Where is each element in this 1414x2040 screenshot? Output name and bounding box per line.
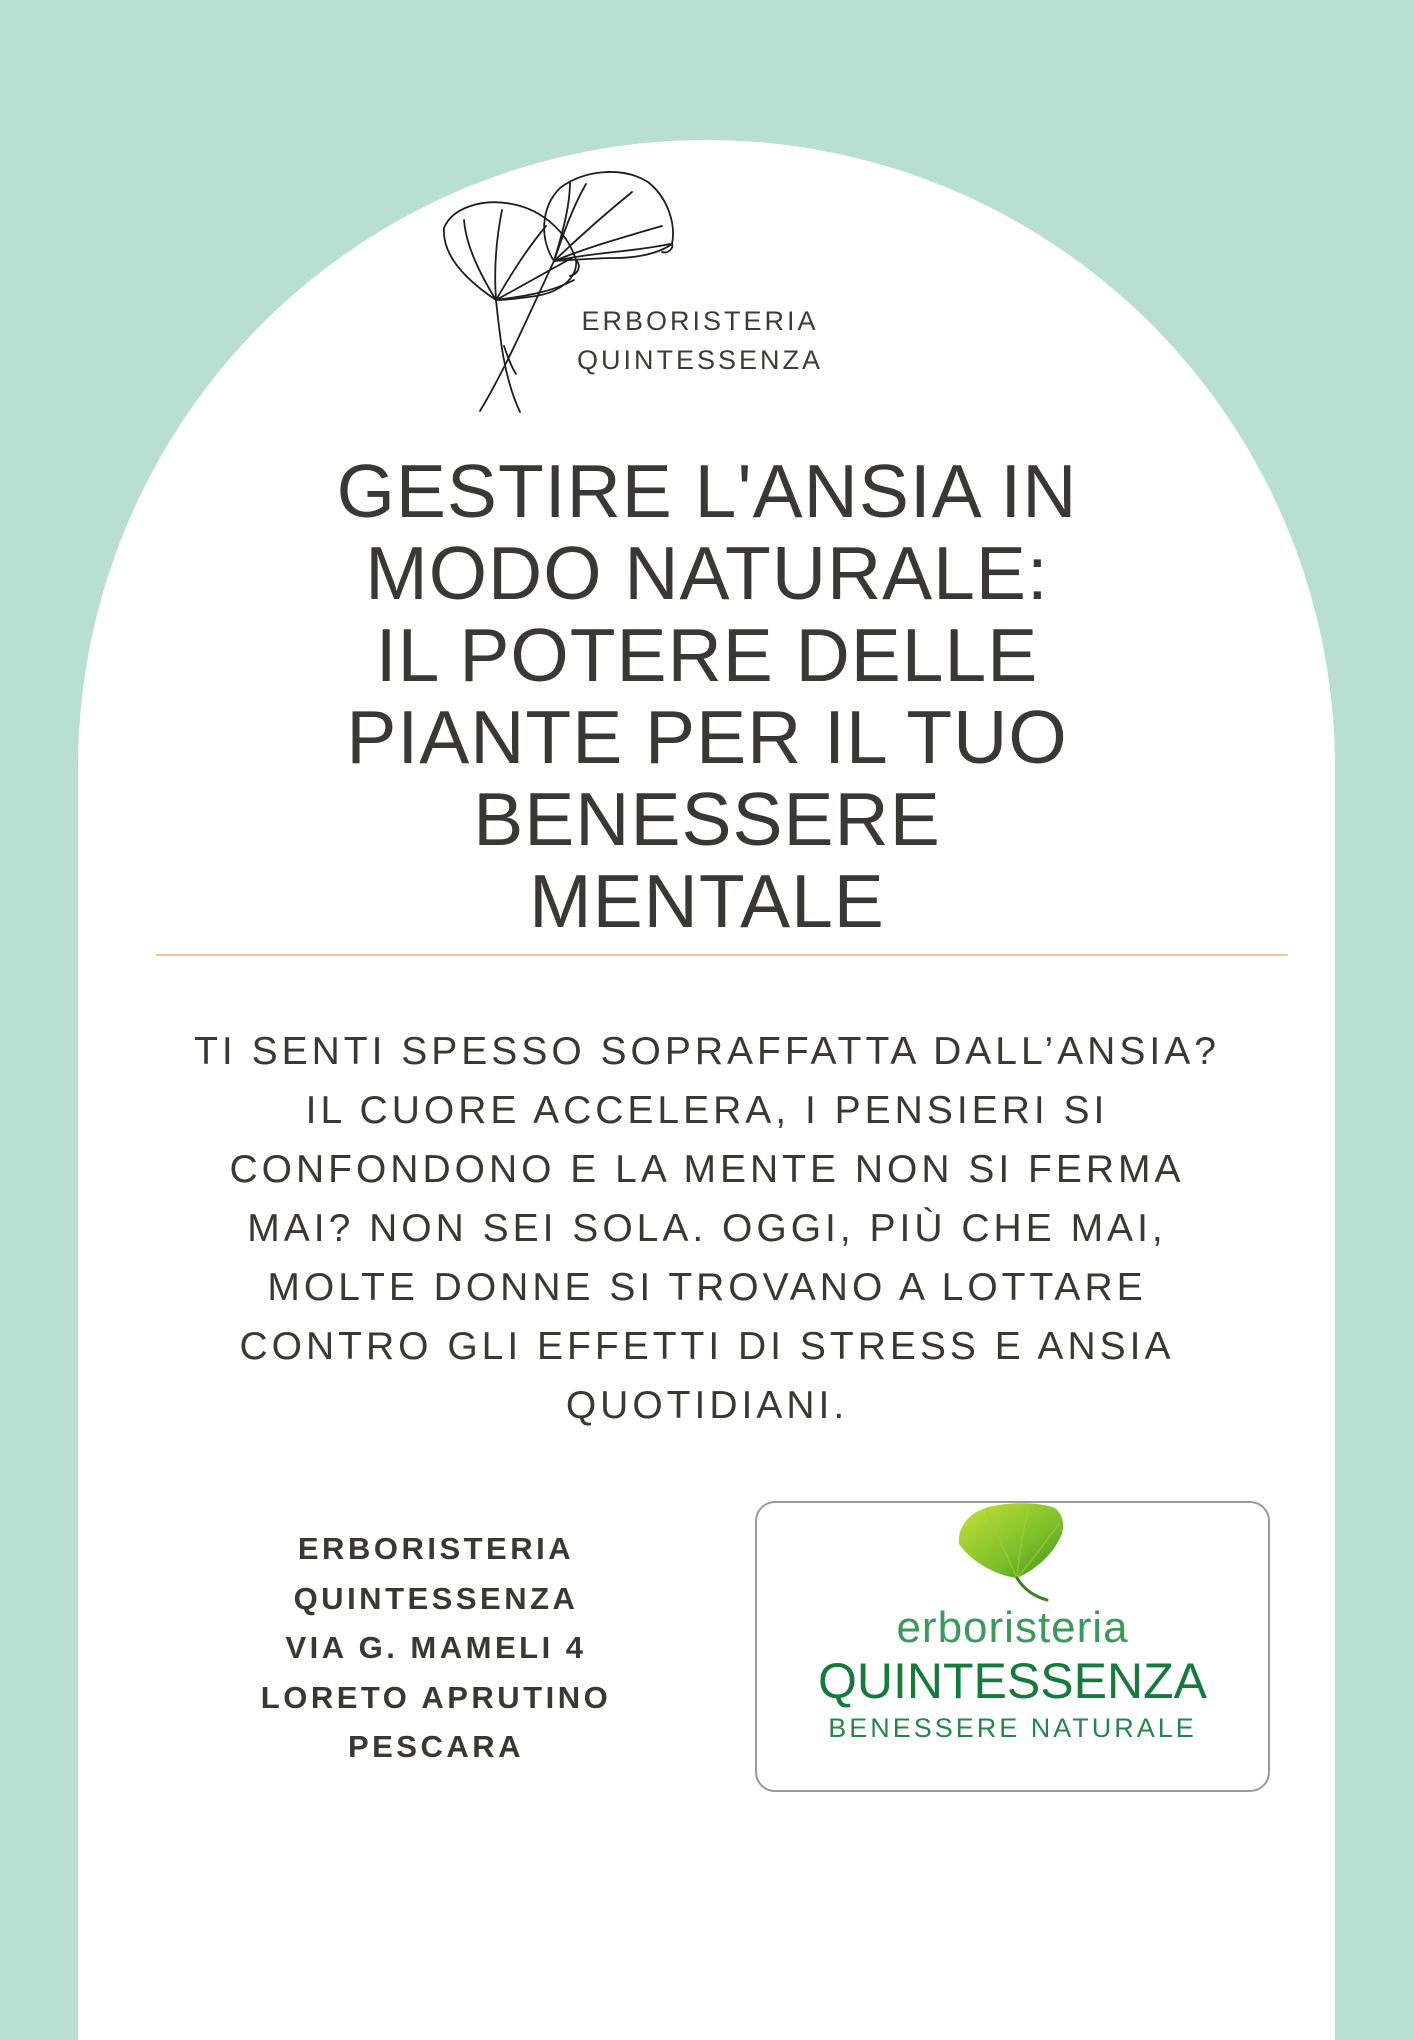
logo-text-quintessenza: QUINTESSENZA [818,1653,1207,1709]
intro-line: QUOTIDIANI. [565,1384,849,1427]
headline-line: MENTALE [529,859,885,943]
intro-paragraph [120,1022,1294,1435]
intro-line: IL CUORE ACCELERA, I PENSIERI SI [305,1089,1109,1132]
green-ginkgo-leaf-icon [947,1500,1087,1610]
brand-name [540,302,860,380]
headline-line: MODO NATURALE: [365,531,1049,615]
headline-line: IL POTERE DELLE [375,613,1039,697]
address-line: PESCARA [347,1729,525,1764]
address-line: QUINTESSENZA [293,1580,579,1616]
intro-line: MAI? NON SEI SOLA. OGGI, PIÙ CHE MAI, [247,1207,1167,1250]
headline [207,450,1207,942]
address-line: ERBORISTERIA [297,1531,575,1566]
brand-logo-card [755,1501,1270,1792]
address-line: VIA G. MAMELI 4 [285,1630,587,1665]
intro-line: CONTRO GLI EFFETTI DI STRESS E ANSIA [239,1325,1175,1368]
headline-line: GESTIRE L'ANSIA IN [336,449,1078,533]
intro-line: CONFONDONO E LA MENTE NON SI FERMA [229,1148,1185,1191]
intro-line: TI SENTI SPESSO SOPRAFFATTA DALL’ANSIA? [194,1030,1220,1073]
headline-line: PIANTE PER IL TUO [346,695,1068,779]
brand-line: QUINTESSENZA [576,345,824,375]
brand-line: ERBORISTERIA [581,306,819,336]
intro-line: MOLTE DONNE SI TROVANO A LOTTARE [267,1266,1147,1309]
headline-line: BENESSERE [473,777,941,861]
store-address [216,1524,656,1772]
divider [156,954,1288,956]
logo-text-erboristeria: erboristeria [896,1603,1129,1652]
logo-tagline: BENESSERE NATURALE [828,1713,1197,1743]
address-line: LORETO APRUTINO [260,1679,612,1715]
